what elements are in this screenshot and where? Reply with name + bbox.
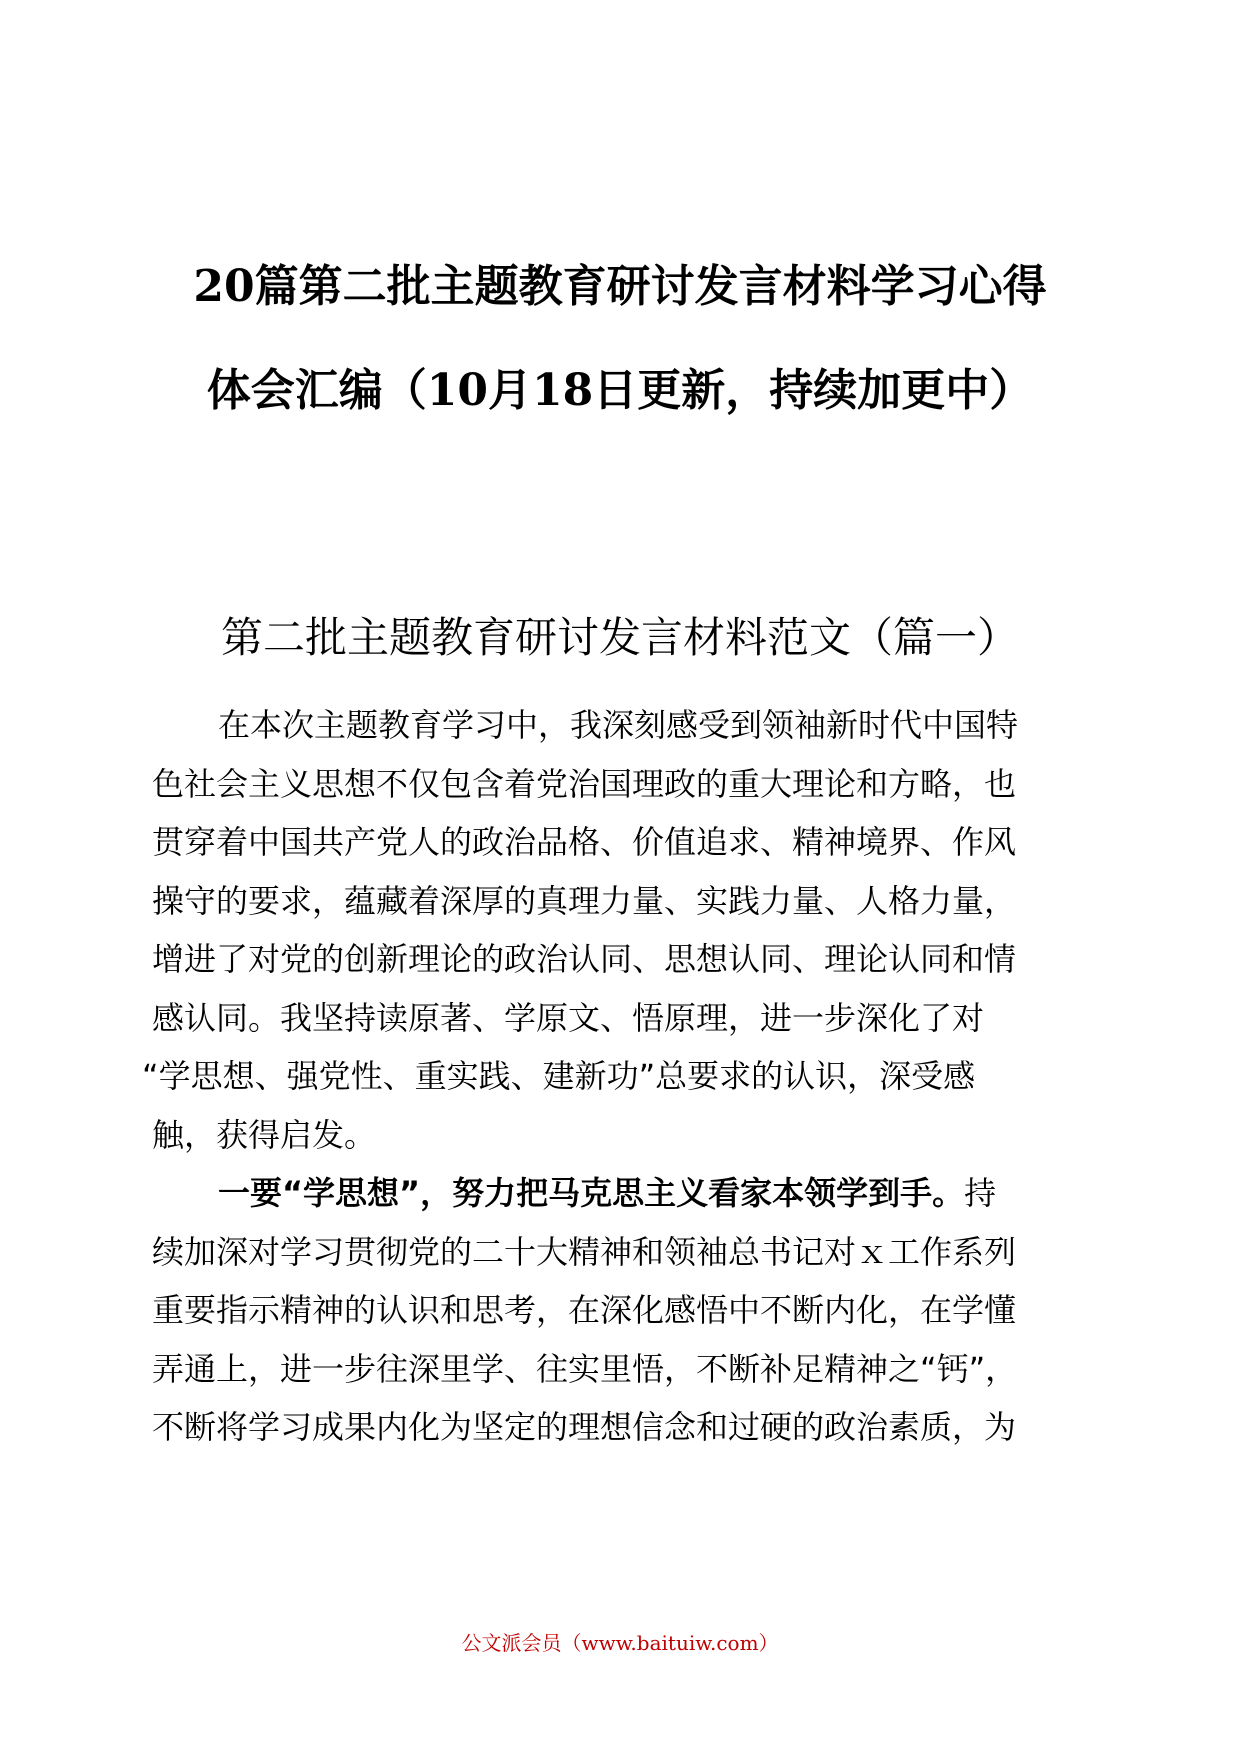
paragraph-1-line: 在本次主题教育学习中，我深刻感受到领袖新时代中国特 — [218, 706, 1019, 744]
paragraph-1-line: 触，获得启发。 — [152, 1115, 377, 1154]
paragraph-1-line: 色社会主义思想不仅包含着党治国理政的重大理论和方略，也 — [152, 764, 1017, 803]
paragraph-1-line: 操守的要求，蕴藏着深厚的真理力量、实践力量、人格力量， — [152, 881, 1017, 920]
section-heading: 第二批主题教育研讨发言材料范文（篇一） — [220, 613, 1019, 662]
paragraph-2-bold-lead: 一要“学思想”，努力把马克思主义看家本领学到手。 — [218, 1174, 965, 1212]
paragraph-2-line: 续加深对学习贯彻党的二十大精神和领袖总书记对ｘ工作系列 — [152, 1232, 1017, 1271]
document-title — [150, 235, 1090, 443]
paragraph-2-line: 重要指示精神的认识和思考，在深化感悟中不断内化，在学懂 — [152, 1291, 1017, 1329]
paragraph-1-line: 感认同。我坚持读原著、学原文、悟原理，进一步深化了对 — [152, 998, 985, 1037]
paragraph-1-line: “学思想、强党性、重实践、建新功”总要求的认识，深受感 — [142, 1057, 976, 1095]
document-body — [142, 696, 1072, 1457]
paragraph-2 — [152, 1164, 1072, 1457]
paragraph-1-line: 增进了对党的创新理论的政治认同、思想认同、理论认同和情 — [152, 940, 1017, 978]
paragraph-2-line: 弄通上，进一步往深里学、往实里悟，不断补足精神之“钙”， — [152, 1349, 1018, 1388]
document-title-line-1: 20篇第二批主题教育研讨发言材料学习心得 — [193, 261, 1047, 312]
paragraph-1-line: 贯穿着中国共产党人的政治品格、价值追求、精神境界、作风 — [152, 823, 1017, 861]
document-title-line-2: 体会汇编（10月18日更新，持续加更中） — [206, 365, 1034, 416]
paragraph-2-first-tail: 持 — [964, 1174, 997, 1212]
paragraph-2-first-line — [152, 1164, 1072, 1223]
paragraph-1 — [142, 696, 1072, 1164]
paragraph-2-line: 不断将学习成果内化为坚定的理想信念和过硬的政治素质，为 — [152, 1408, 1017, 1446]
footer-watermark: 公文派会员（www.baituiw.com） — [461, 1631, 779, 1655]
